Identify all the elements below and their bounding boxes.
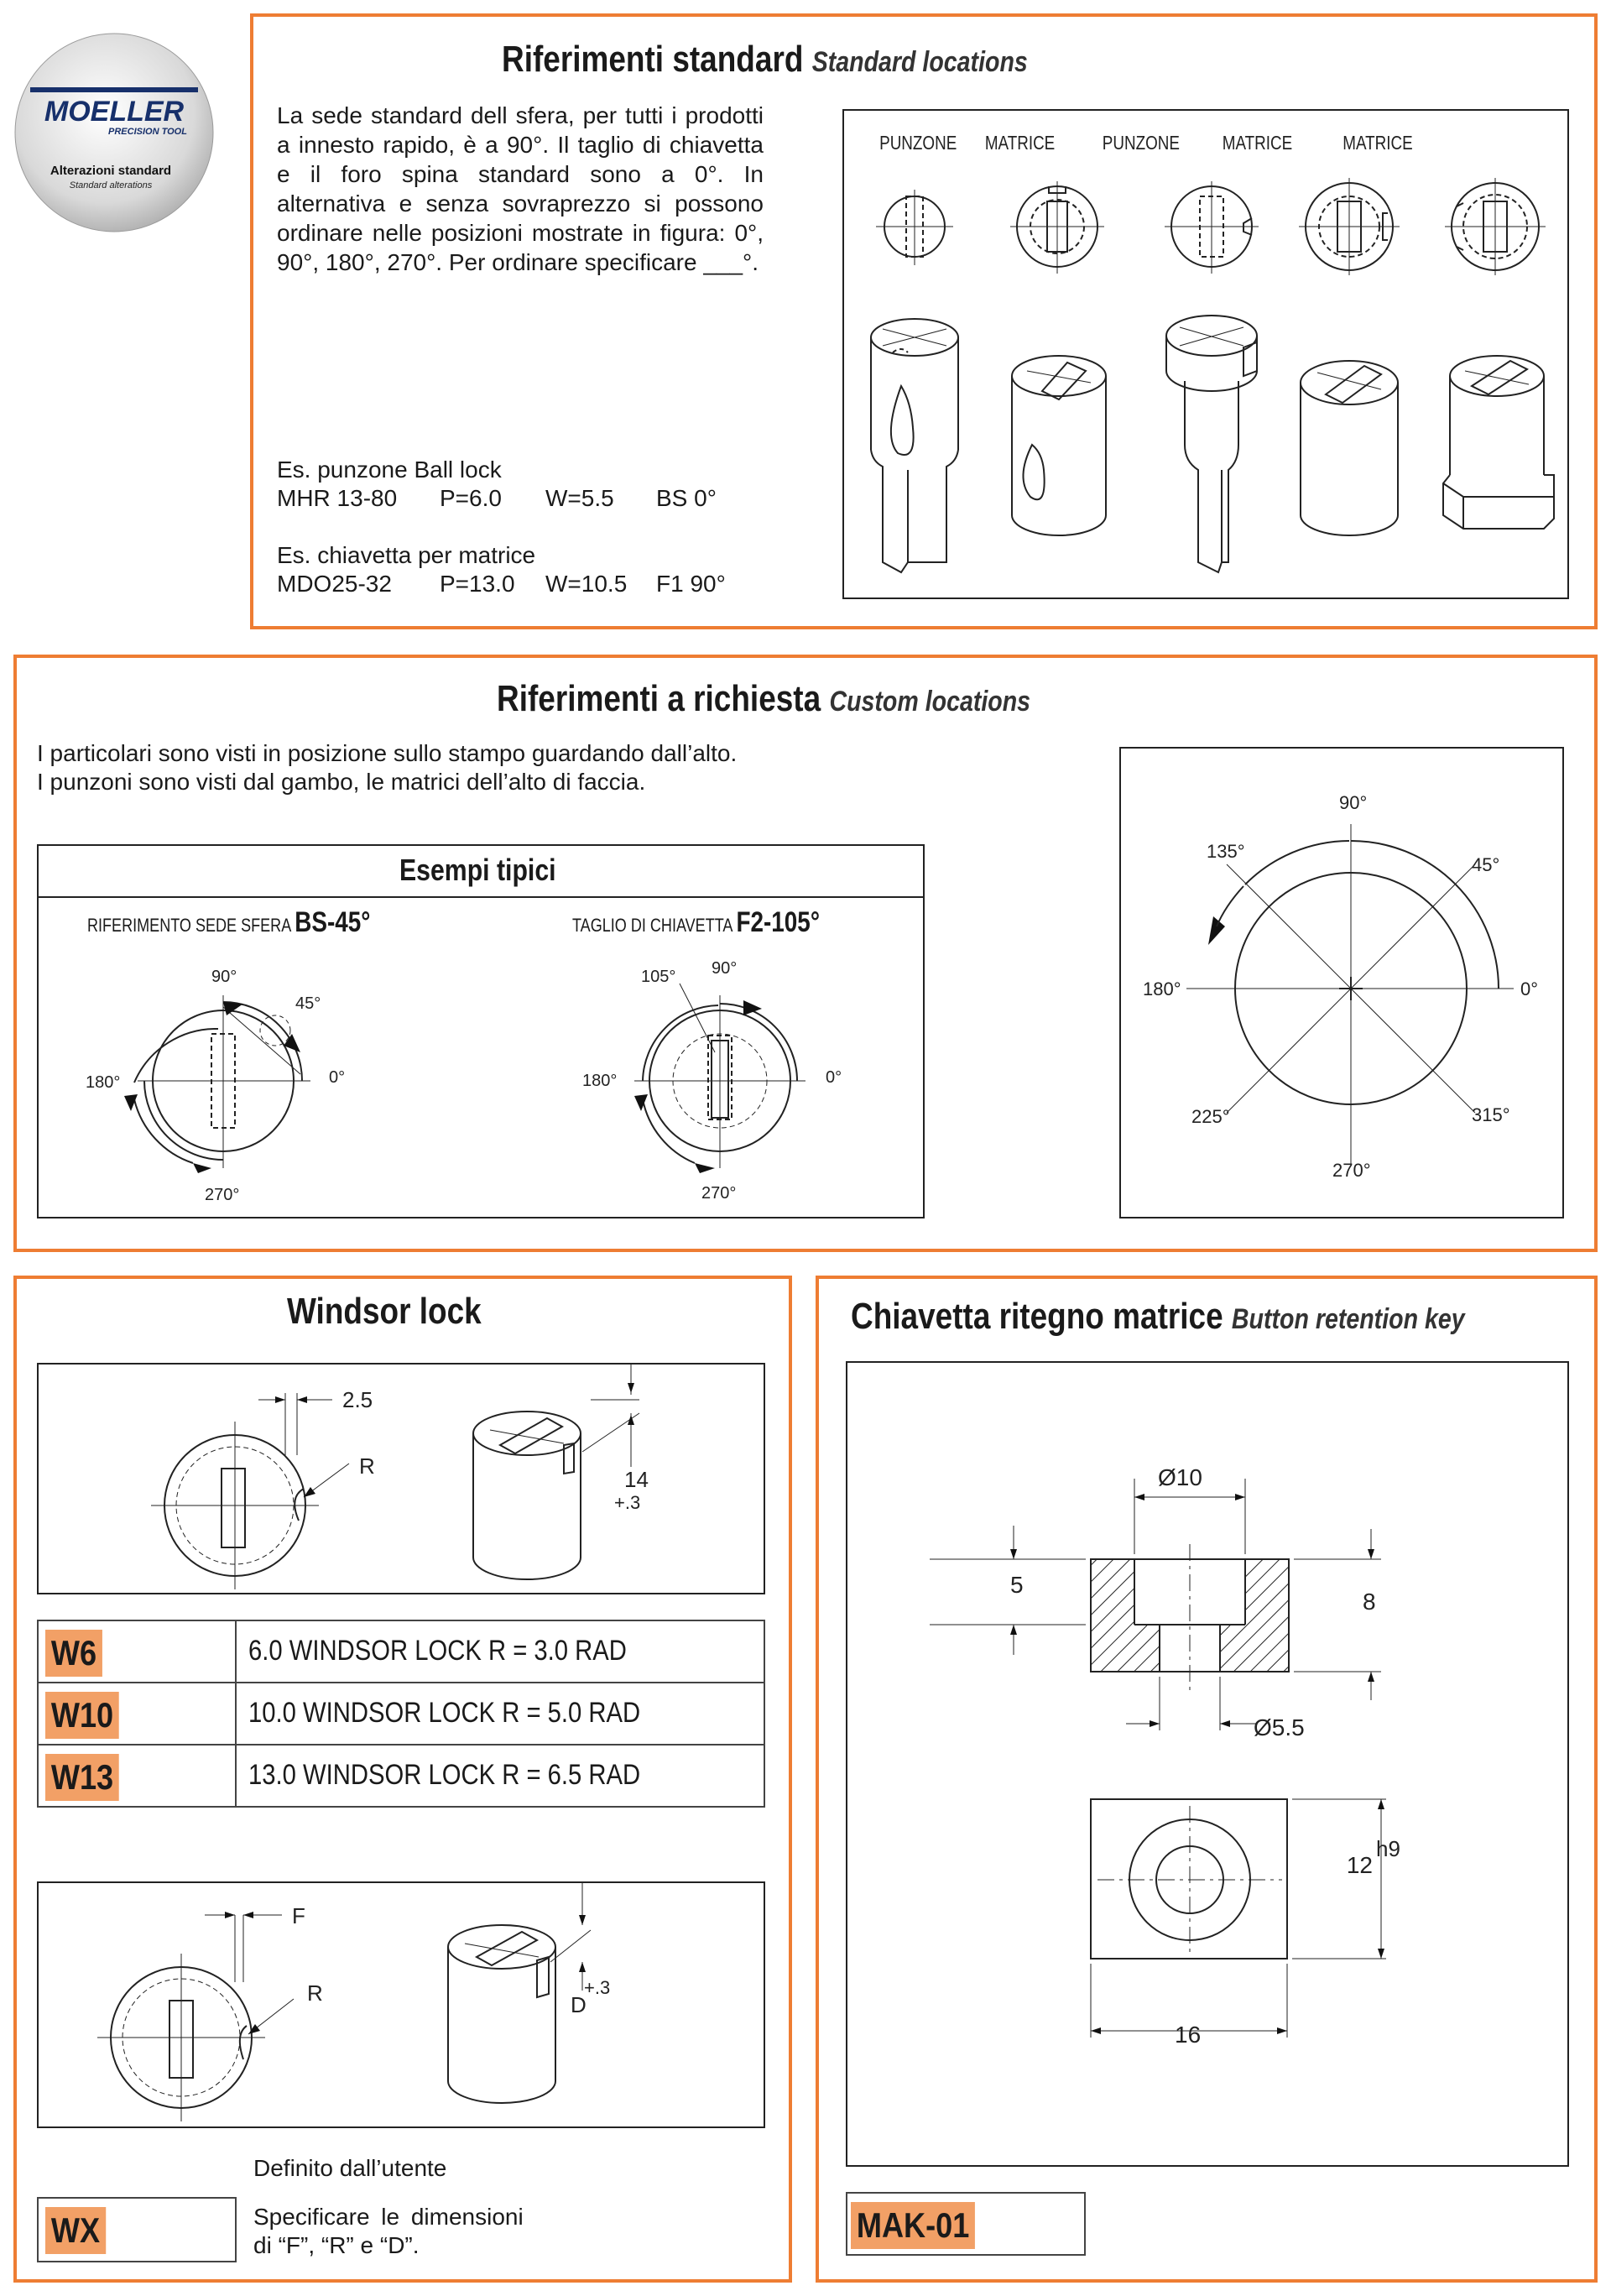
example-f2-105-diagram (554, 948, 889, 1217)
logo-sub: PRECISION TOOL (108, 127, 187, 137)
standard-locations-figures (842, 109, 1569, 599)
label-matrice-1: MATRICE (984, 133, 1056, 154)
dial-angle-315: 315° (1472, 1104, 1510, 1125)
iso-punzone-2 (1166, 316, 1257, 572)
key-figure (846, 1361, 1569, 2167)
windsor-dim-f: F (292, 1903, 305, 1928)
standard-description: La sede standard dell sfera, per tutti i prodotti a innesto rapido, è a 90°. Il taglio di chiavetta e il foro spina standard sono a 0°. In alternativa e senza sovraprezzo si possono ordinare nelle posizioni mostrate in figura: 0°, 90°, 180°, 270°. Per ordinare specificare ___°. (277, 102, 764, 275)
windsor-dim-d: D (571, 1992, 587, 2017)
code-w10: W10 (45, 1692, 119, 1739)
custom-line-2: I punzoni sono visti dal gambo, le matrici dell’alto di faccia. (37, 769, 646, 795)
f2-angle-90: 90° (712, 959, 738, 978)
key-title: Chiavetta ritegno matrice Button retention key (851, 1296, 1465, 1337)
top-view-matrice-3 (1445, 178, 1546, 275)
windsor-dim-14: 14 (624, 1467, 649, 1492)
key-example-title: Es. chiavetta per matrice (277, 542, 536, 568)
iso-matrice-3 (1443, 356, 1554, 529)
dial-angle-225: 225° (1191, 1106, 1230, 1127)
bs45-angle-270: 270° (205, 1186, 240, 1204)
key-dim-12: 12 (1346, 1852, 1373, 1878)
iso-matrice-1 (1012, 356, 1106, 535)
iso-matrice-2 (1301, 361, 1398, 535)
custom-title: Riferimenti a richiesta Custom locations (497, 678, 1031, 719)
label-punzone-2: PUNZONE (1102, 133, 1180, 154)
label-matrice-2: MATRICE (1222, 133, 1293, 154)
desc-w13: 13.0 WINDSOR LOCK R = 6.5 RAD (248, 1759, 641, 1791)
iso-punzone-1 (871, 319, 958, 572)
logo-line1: Alterazioni standard (50, 164, 172, 178)
example-bs45-diagram (50, 948, 386, 1217)
f2-angle-0: 0° (826, 1068, 842, 1087)
dial-angle-0: 0° (1520, 978, 1539, 999)
user-defined-label: Definito dall’utente (253, 2155, 447, 2181)
bs45-angle-0: 0° (329, 1068, 346, 1087)
key-dim-5: 5 (1010, 1572, 1024, 1598)
logo-badge (13, 32, 215, 233)
standard-title: Riferimenti standard Standard locations (502, 39, 1028, 80)
key-dim-16: 16 (1175, 2022, 1202, 2048)
dial-angle-135: 135° (1207, 841, 1245, 862)
f2-angle-105: 105° (641, 968, 676, 986)
desc-w10: 10.0 WINDSOR LOCK R = 5.0 RAD (248, 1697, 641, 1729)
bs45-angle-45: 45° (295, 994, 321, 1013)
key-dim-d55: Ø5.5 (1254, 1714, 1305, 1740)
dial-angle-45: 45° (1472, 854, 1500, 875)
typical-examples-header-line (37, 896, 925, 898)
example-key-cut-label: TAGLIO DI CHIAVETTA F2-105° (572, 906, 820, 938)
angle-dial (1119, 747, 1564, 1218)
dial-angle-270: 270° (1332, 1160, 1371, 1181)
f2-angle-180: 180° (582, 1072, 618, 1090)
logo-brand: MOELLER (44, 96, 185, 128)
dial-angle-180: 180° (1143, 978, 1181, 999)
windsor-figure-2 (37, 1881, 765, 2128)
key-dim-8: 8 (1363, 1589, 1376, 1615)
windsor-table-divider (235, 1620, 237, 1808)
top-view-punzone-1 (876, 190, 953, 265)
windsor-dim-tol2: +.3 (584, 1977, 611, 1998)
key-dim-d10: Ø10 (1158, 1464, 1202, 1490)
top-view-matrice-2 (1299, 178, 1400, 275)
wx-desc-1: Specificare le dimensioni (253, 2204, 524, 2230)
windsor-dim-r: R (359, 1453, 375, 1479)
code-wx: WX (45, 2207, 106, 2254)
windsor-dim-r2: R (307, 1980, 323, 2006)
example-ball-seat-label: RIFERIMENTO SEDE SFERA BS-45° (87, 906, 371, 938)
typical-examples-title: Esempi tipici (399, 853, 556, 887)
desc-w6: 6.0 WINDSOR LOCK R = 3.0 RAD (248, 1635, 627, 1667)
bs45-angle-180: 180° (86, 1073, 121, 1092)
top-view-matrice-1 (1010, 181, 1104, 274)
dial-angle-90: 90° (1339, 792, 1368, 813)
windsor-dim-tol: +.3 (614, 1492, 641, 1513)
top-view-punzone-2 (1165, 181, 1259, 274)
label-matrice-3: MATRICE (1342, 133, 1413, 154)
bs45-angle-90: 90° (211, 968, 237, 986)
custom-line-1: I particolari sono visti in posizione sullo stampo guardando dall’alto. (37, 740, 738, 766)
code-mak-01: MAK-01 (851, 2202, 975, 2249)
wx-desc-2: di “F”, “R” e “D”. (253, 2232, 420, 2258)
windsor-figure-1 (37, 1363, 765, 1594)
windsor-dim-2-5: 2.5 (342, 1387, 373, 1412)
logo-line2: Standard alterations (69, 180, 153, 190)
windsor-title: Windsor lock (287, 1291, 482, 1332)
key-dim-12-tol: h9 (1376, 1836, 1400, 1861)
ball-lock-example-title: Es. punzone Ball lock (277, 457, 502, 483)
code-w13: W13 (45, 1754, 119, 1801)
f2-angle-270: 270° (701, 1184, 737, 1203)
code-w6: W6 (45, 1630, 102, 1677)
label-punzone-1: PUNZONE (879, 133, 957, 154)
